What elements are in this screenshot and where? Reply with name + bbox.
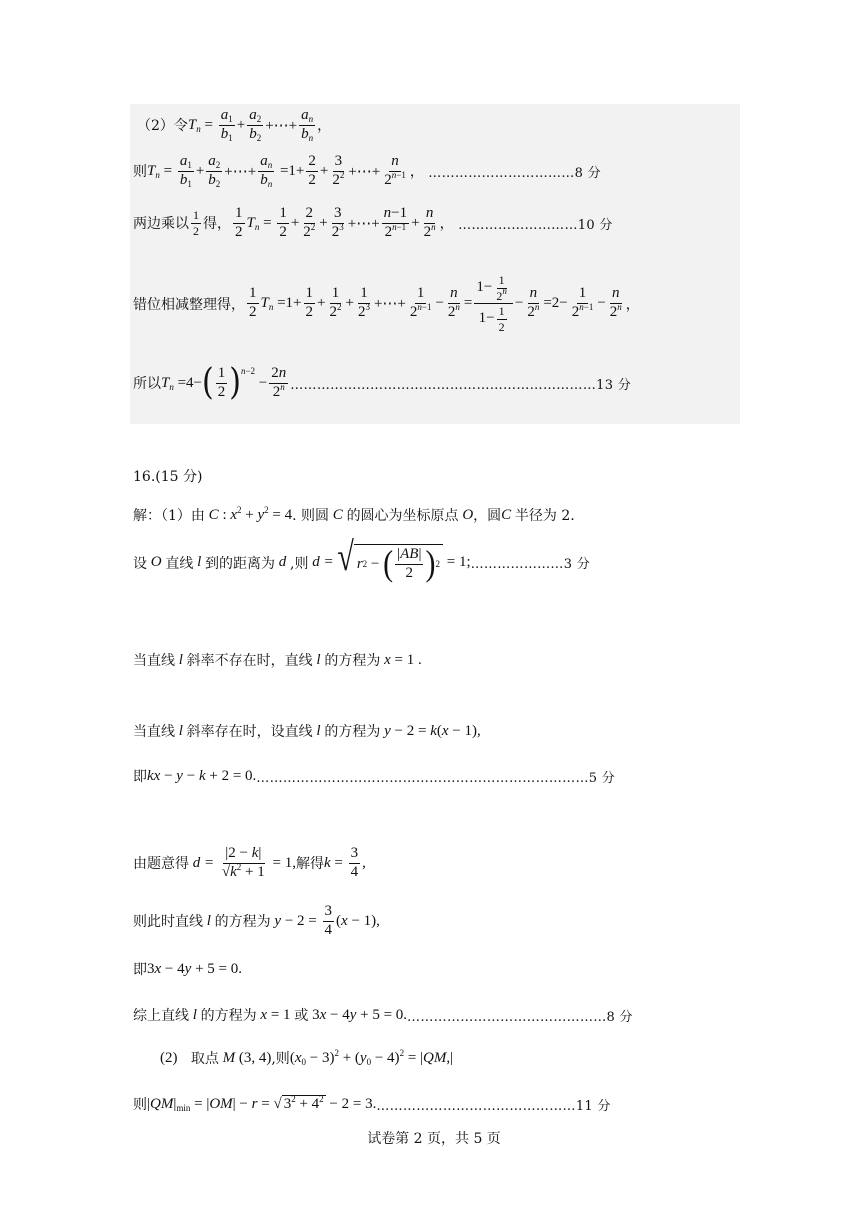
page-footer: 试卷第 2 页，共 5 页 (367, 1131, 501, 1147)
qm-minimum-line: 则 $|QM|_{min} = |OM| - r$ = √ $3^2 + 4^2$ − 2 = 3. ………………………………………11 分 (133, 1093, 611, 1114)
summary-line: 综上直线 l 的方程为 x = 1 或 3x − 4y + 5 = 0. ………………………………………8 分 (133, 1006, 633, 1025)
final-line-equation: 即 3x − 4y + 5 = 0. (133, 960, 242, 978)
distance-condition-line: 由题意得 d = $\frac{|2 - k|}{√k^2 + 1}$ = 1, 解得 k = $\frac{3}{4}$ , (133, 845, 366, 880)
tn-result: 所以 $T_n =4-$ ( 1 2 ) n−2 − $\frac{2n}{2^n}$ ……………………………………………………………13 分 (133, 361, 632, 404)
part2-point-m: (2) 取点 M (3, 4) ,则 $(x_0 - 3)^2 + (y_0 - 4)^2 = |QM,|$ (160, 1047, 454, 1067)
slope-exists-case: 当直线 l 斜率存在时，设直线 l 的方程为 y − 2 = k(x − 1), (133, 722, 481, 740)
tn-expansion: 则 $T_n$ = $\frac{a_1}{b_1}$ + $\frac{a_2}{b_2}$ +⋯+ $\frac{a_n}{b_n}$ =1+ $\frac{2}{2}$ + $\frac{3}{2^2}$ +⋯+ $\frac{n}{2^{n-1}}$ ， ……………………………8 分 (133, 153, 601, 189)
half-multiply-line: 两边乘以 1 2 得， 1 2 $T_n$ = $\frac{1}{2}$ + $\frac{2}{2^2}$ + $\frac{3}{2^3}$ +⋯+ $\frac{n-1}{2^{n-1}}$ + $\frac{n}{2^n}$ ， ………………………10 分 (133, 205, 613, 240)
question-16-header: 16.(15 分) (133, 469, 203, 485)
part2-definition: （2）令 $T_n$ = $\frac{a_1}{b_1}$ + $\frac{a_2}{b_2}$ +⋯+ $\frac{a_n}{b_n}$ ， (137, 107, 332, 143)
general-form-line: 即 kx − y − k + 2 = 0. …………………………………………………………………5 分 (133, 767, 616, 786)
q16-circle-line: 解：（1）由 C : $x^2 + y^2 = 4$ . 则圆 C 的圆心为坐标原点 O ，圆 C 半径为 2. (133, 504, 575, 524)
line-equation-with-k: 则此时直线 l 的方程为 y − 2 = $\frac{3}{4}$ (x − 1), (133, 903, 380, 938)
distance-formula-line: 设 O 直线 l 到的距离为 d ,则 d = √ r 2 − ( |AB| 2 ) 2 = 1; …………………3 分 (133, 534, 591, 584)
subtraction-line: 错位相减整理得， 1 2 $T_n =1+$ $\frac{1}{2}$ + $\frac{1}{2^2}$ + $\frac{1}{2^3}$ +⋯+ $\frac{1}{2^{n-1}}$ − $\frac{n}{2^n}$ = 1− 1 2$^n$ 1− 1 2 − $\frac{n}{2^n}$ =2− $\frac{1}{2^{n-1}}$ − $\frac{n}{2^n}$ ， (133, 273, 640, 334)
vertical-slope-case: 当直线 l 斜率不存在时，直线 l 的方程为 x = 1 . (133, 651, 422, 669)
